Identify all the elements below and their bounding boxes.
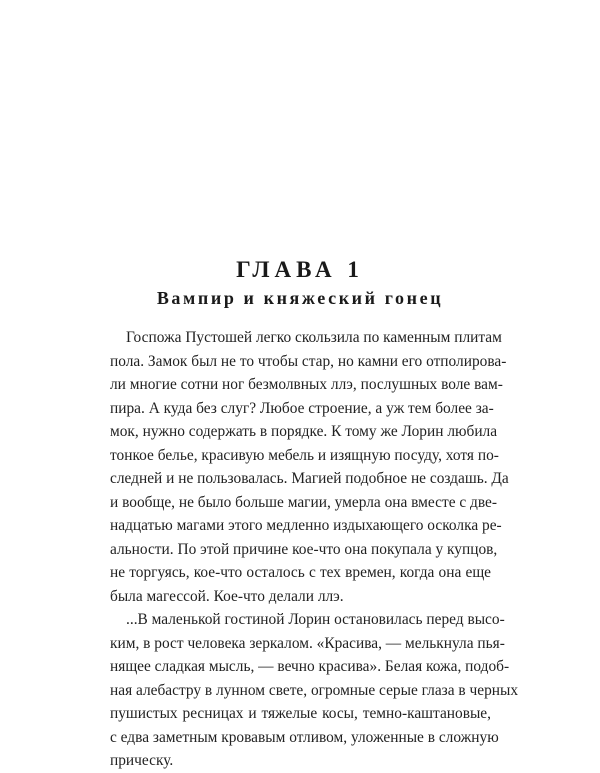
text-line: пушистых ресницах и тяжелые косы, темно-каштановые, xyxy=(110,705,491,722)
chapter-title: Вампир и княжеский гонец xyxy=(156,288,444,308)
text-line: ли многие сотни ног безмолвных ллэ, послушных воле вам- xyxy=(110,376,503,393)
text-line: Госпожа Пустошей легко скользила по каменным плитам xyxy=(126,329,502,346)
text-line: тонкое белье, красивую мебель и изящную посуду, хотя по- xyxy=(110,446,499,464)
text-line: следней и не пользовалась. Магией подобное не создашь. Да xyxy=(110,470,509,487)
text-line: ная алебастру в лунном свете, огромные серые глаза в черных xyxy=(110,681,519,699)
text-line: мок, нужно содержать в порядке. К тому же Лорин любила xyxy=(110,423,498,440)
text-line: и вообще, не было больше магии, умерла она вместе с две- xyxy=(110,493,498,511)
text-line: пола. Замок был не то чтобы стар, но камни его отполирова- xyxy=(110,352,507,370)
text-line: прическу. xyxy=(110,752,174,769)
chapter-body xyxy=(110,326,519,773)
text-line: надцатью магами этого медленно издыхающего осколка ре- xyxy=(110,517,502,534)
text-line: нящее сладкая мысль, — вечно красива». Белая кожа, подоб- xyxy=(110,658,510,675)
text-line: альности. По этой причине кое-что она покупала у купцов, xyxy=(110,540,498,558)
text-line: не торгуясь, кое-что осталось с тех времен, когда она еще xyxy=(110,564,491,581)
text-line: ...В маленькой гостиной Лорин остановилась перед высо- xyxy=(126,611,505,628)
text-line: пира. А куда без слуг? Любое строение, а уж тем более за- xyxy=(110,399,494,417)
paragraph-2 xyxy=(110,608,519,773)
paragraph-1 xyxy=(110,326,509,608)
text-line: была магессой. Кое-что делали ллэ. xyxy=(110,587,344,605)
chapter-number: ГЛАВА 1 xyxy=(236,257,364,282)
text-line: с едва заметным кровавым отливом, уложенные в сложную xyxy=(110,728,499,746)
text-line: ким, в рост человека зеркалом. «Красива, — мелькнула пья- xyxy=(110,634,505,652)
